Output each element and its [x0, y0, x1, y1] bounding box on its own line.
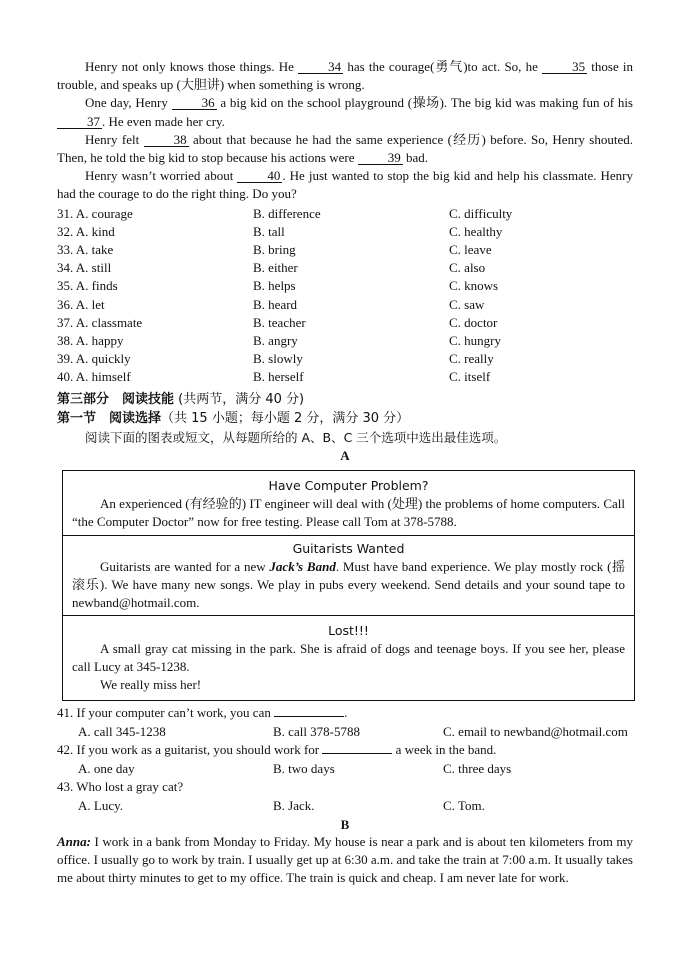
blank-35: 35	[542, 60, 587, 74]
blank-37: 37	[57, 115, 102, 129]
option-c[interactable]: C. leave	[449, 242, 492, 257]
option-a[interactable]: A. call 345-1238	[78, 723, 166, 739]
option-b[interactable]: B. angry	[253, 332, 298, 348]
question-43-options	[57, 797, 633, 816]
passage-text: One day, Henry	[85, 95, 168, 111]
ad-title: Lost!!!	[328, 623, 369, 638]
option-row-38	[57, 332, 633, 350]
option-c[interactable]: C. doctor	[449, 314, 498, 330]
option-a[interactable]: 32. A. kind	[57, 223, 115, 239]
option-row-31	[57, 205, 633, 223]
passage-paragraph-1	[57, 58, 633, 94]
option-a[interactable]: 34. A. still	[57, 260, 112, 276]
option-a[interactable]: A. one day	[78, 760, 135, 776]
band-name: Jack’s Band	[269, 559, 336, 574]
option-b[interactable]: B. tall	[253, 223, 285, 239]
option-b[interactable]: B. difference	[253, 205, 321, 221]
option-c[interactable]: C. knows	[449, 278, 499, 294]
passage-paragraph-3	[57, 131, 633, 167]
passage-text: about that because he had the same experience (经历) before. So, Henry shouted. Then, he told the big kid to stop because his actions were	[57, 131, 634, 166]
part3-heading	[57, 390, 633, 409]
answer-blank	[274, 704, 344, 717]
passage-text: Henry not only knows those things. He	[85, 59, 294, 74]
option-c[interactable]: C. three days	[443, 760, 512, 776]
ad-box-computer	[62, 470, 635, 536]
ad-text: A small gray cat missing in the park. She is afraid of dogs and teenage boys. If you see her, please call Lucy at 345-1238.	[72, 641, 625, 675]
option-b[interactable]: B. teacher	[253, 314, 306, 330]
passage-text: Henry felt	[85, 131, 140, 147]
option-c[interactable]: C. email to newband@hotmail.com	[443, 723, 628, 739]
option-a[interactable]: 33. A. take	[57, 242, 114, 257]
ad-text-part: . Must have band experience. We play mostly rock (摇滚乐). We have many new songs. We play in pubs every weekend. Send details and your sound tape to newband@hotmail.com.	[72, 559, 625, 611]
option-c[interactable]: C. difficulty	[449, 205, 513, 221]
passage-text: a big kid on the school playground (操场). The big kid was making fun of his	[220, 95, 633, 111]
blank-34: 34	[298, 60, 343, 74]
ad-title: Have Computer Problem?	[268, 478, 429, 493]
option-c[interactable]: C. healthy	[449, 223, 503, 239]
option-c[interactable]: C. saw	[449, 296, 485, 312]
passage-text: those in trouble, and speaks up (大胆讲) when something is wrong.	[57, 59, 634, 93]
answer-blank	[322, 741, 392, 754]
option-b[interactable]: B. bring	[253, 242, 296, 257]
option-c[interactable]: C. hungry	[449, 332, 501, 348]
question-43: 43. Who lost a gray cat?	[57, 779, 184, 795]
option-c[interactable]: C. itself	[449, 369, 491, 385]
ad-text	[63, 558, 634, 613]
option-row-35	[57, 277, 633, 295]
question-text: 41. If your computer can’t work, you can	[57, 705, 271, 720]
question-41-options	[57, 723, 633, 742]
option-c[interactable]: C. also	[449, 260, 486, 276]
ad-text-part: Guitarists are wanted for a new	[100, 559, 266, 574]
passage-paragraph-2	[57, 94, 633, 130]
question-42-options	[57, 760, 633, 779]
option-row-37	[57, 314, 633, 332]
passage-text: . He just wanted to stop the big kid and help his classmate. Henry had the courage to do the right thing. Do you?	[57, 168, 634, 202]
passage-label-b: B	[340, 816, 350, 832]
exam-page	[57, 58, 633, 464]
option-row-33	[57, 241, 633, 259]
option-a[interactable]: 39. A. quickly	[57, 351, 131, 367]
question-text: 42. If you work as a guitarist, you should work for	[57, 742, 320, 758]
option-a[interactable]: 35. A. finds	[57, 278, 118, 294]
option-row-34	[57, 259, 633, 277]
blank-40: 40	[237, 169, 282, 183]
ad-box-guitarists	[62, 534, 635, 616]
option-row-36	[57, 296, 633, 314]
section1-note: （共 15 小题；每小题 2 分，满分 30 分）	[161, 410, 410, 426]
option-b[interactable]: B. Jack.	[273, 797, 315, 813]
option-row-40	[57, 368, 633, 386]
option-c[interactable]: C. Tom.	[443, 797, 485, 813]
option-b[interactable]: B. heard	[253, 296, 298, 312]
blank-39: 39	[358, 151, 403, 165]
ad-text: We really miss her!	[100, 677, 202, 693]
part3-title: 第三部分 阅读技能	[57, 391, 175, 407]
passage-b-text	[57, 833, 633, 888]
option-b[interactable]: B. call 378-5788	[273, 723, 361, 739]
question-text: .	[344, 705, 348, 720]
option-b[interactable]: B. herself	[253, 369, 304, 385]
passage-text: Henry wasn’t worried about	[85, 168, 234, 184]
option-c[interactable]: C. really	[449, 351, 494, 367]
option-a[interactable]: 31. A. courage	[57, 205, 133, 221]
speaker-name: Anna:	[57, 833, 91, 849]
option-b[interactable]: B. helps	[253, 278, 296, 294]
option-row-32	[57, 223, 633, 241]
passage-paragraph-4	[57, 167, 633, 203]
passage-text: bad.	[405, 150, 429, 166]
cloze-options	[57, 205, 633, 387]
section1-title: 第一节 阅读选择	[57, 410, 162, 426]
option-b[interactable]: B. either	[253, 260, 298, 276]
questions-area	[57, 704, 633, 888]
option-b[interactable]: B. slowly	[253, 351, 303, 367]
passage-text: has the courage(勇气)to act. So, he	[347, 59, 538, 74]
blank-36: 36	[172, 96, 217, 110]
option-a[interactable]: A. Lucy.	[78, 797, 124, 813]
option-a[interactable]: 38. A. happy	[57, 332, 124, 348]
instruction: 阅读下面的图表或短文，从每题所给的 A、B、C 三个选项中选出最佳选项。	[85, 429, 507, 445]
ad-text: An experienced (有经验的) IT engineer will deal with (处理) the problems of home computers. Call “the Computer Doctor” now for free testing. Please call Tom at 378-5788.	[72, 496, 625, 530]
option-row-39	[57, 350, 633, 368]
option-a[interactable]: 36. A. let	[57, 296, 105, 312]
passage-text: . He even made her cry.	[102, 113, 225, 129]
ad-box-lost-cat	[62, 615, 635, 701]
blank-38: 38	[144, 133, 189, 147]
option-b[interactable]: B. two days	[273, 760, 335, 776]
option-a[interactable]: 40. A. himself	[57, 369, 131, 385]
section1-heading	[57, 409, 633, 428]
passage-label-a: A	[340, 447, 350, 463]
question-41	[57, 704, 633, 723]
question-42	[57, 741, 633, 760]
passage-b-body: I work in a bank from Monday to Friday. My house is near a park and is about ten kilometers from my office. I usually go to work by train. I usually get up at 6:30 a.m. and take the train at 7:00 a.m. It usually takes me about thirty minutes to get to my office. The train is quick and cheap. I am never late for work.	[57, 833, 634, 886]
ad-title: Guitarists Wanted	[292, 541, 405, 556]
option-a[interactable]: 37. A. classmate	[57, 314, 143, 330]
question-text: a week in the band.	[395, 742, 497, 758]
part3-note: (共两节，满分 40 分)	[178, 391, 305, 407]
